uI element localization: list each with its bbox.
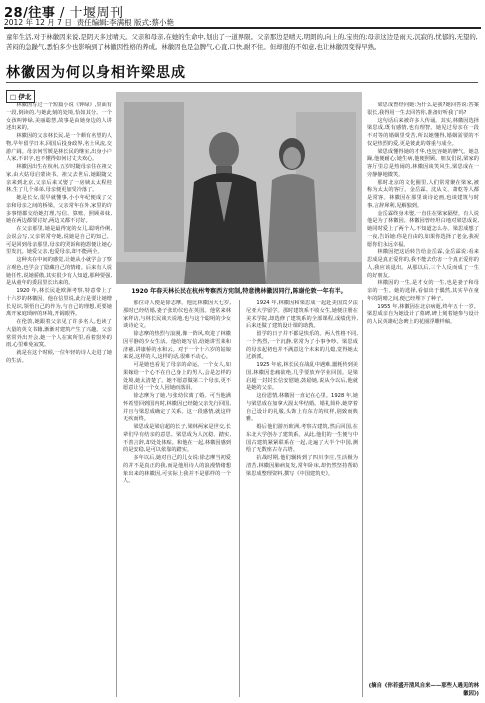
section-name: 往事 [28,6,56,21]
paragraph: 梁思成曾经问她:为什么是我?她回答说:答案很长,我得用一生去回答你,准备好听我了吗? [367,102,479,116]
article-column-1 [6,102,112,697]
paragraph: 抗战时期,他们辗转到了四川李庄,生活极为清苦,林徽因肺病复发,常年卧床,却仍然坚持帮助梁思成整理资料,撰写《中国建筑史》。 [246,455,358,477]
article-column-2 [123,300,231,697]
column-divider [116,300,117,697]
article-title: 林徽因为何以身相许梁思成 [6,65,186,81]
paragraph: 徐志摩为了她,与张幼仪离了婚。可当他满怀希望回到国内时,林徽因已经随父亲先行回国,并且与梁思成确定了关系。这一段感情,就这样无疾而终。 [123,393,231,423]
paragraph: 留学的日子并不都是快乐的。两人性格不同,一个热烈,一个沉静,常常为了小事争吵。梁思成的母亲起初也并不满意这个未来的儿媳,觉得她太过新派。 [246,331,358,361]
issue-date: 2012 年 12 月 7 日 [4,18,72,27]
paragraph: 这份恩情,林徽因一直记在心里。1928 年,她与梁思成在加拿大渥太华结婚。婚礼简朴,她穿着自己设计的礼服,头饰上有东方的纹样,别致而典雅。 [246,393,358,423]
paragraph: 那位诗人便是徐志摩。他比林徽因大七岁,那时已经结婚,妻子张幼仪也在英国。他常来林家拜访,与林长民谈天说地,也与这个聪明的少女谈诗论文。 [123,300,231,330]
article-column-4 [367,102,479,682]
column-divider [239,300,240,697]
editor-credits: 责任编辑:李满根 版式:蔡小艳 [76,18,175,27]
publication-name: 十堰周刊 [69,6,124,21]
paragraph: 多年以后,她对自己的儿女说:徐志摩当初爱的并不是真正的我,而是他用诗人的浪漫情绪想象出来的林徽因,可实际上我并不是那样的一个人。 [123,455,231,485]
paragraph: 1925 年底,林长民在战乱中遇难,噩耗传到美国,林徽因悲痛欲绝,几乎要放弃学业回国。是梁启超一封封长信安慰她,鼓励她,说从今以后,他就是她的父亲。 [246,362,358,392]
paragraph: 1924 年,林徽因和梁思成一起赴美国宾夕法尼亚大学留学。那时建筑系不收女生,她便注册在美术学院,却选修了建筑系的全部课程,成绩优异,后来还做了建筑设计课的助教。 [246,300,358,330]
paragraph: 这种夹在中间的感觉,让她从小就学会了察言观色,也学会了隐藏自己的情绪。后来有人说她任性,说她骄傲,其实很少有人知道,那种要强,是从童年的委屈里长出来的。 [6,257,112,287]
paragraph: 金岳霖终身未娶,一直住在梁家隔壁。有人说他是为了林徽因。林徽因曾经坦白地对梁思成说,她同时爱上了两个人,不知道怎么办。梁思成想了一夜,告诉她:你是自由的,如果你选择了老金,我祝愿你们永远幸福。 [367,210,479,248]
paragraph: 在伦敦,她跟着父亲见了许多名人,也读了大量的英文书籍,渐渐对建筑产生了兴趣。父亲常常外出开会,她一个人在寓所里,看着窗外的雨,心里难免寂寞。 [6,319,112,349]
paragraph: 就是在这个时候,一位年轻的诗人走进了她的生活。 [6,350,112,364]
column-divider [362,300,363,697]
historical-portrait-photo [116,92,362,284]
paragraph: 林徽因把这话转告给金岳霖,金岳霖说:看来思成是真正爱你的,我不能去伤害一个真正爱你的人,我应该退出。从那以后,三个人反而成了一生的好朋友。 [367,249,479,279]
article-photo [116,92,362,284]
source-credit: (摘自《你若盛开清风自来——那些人遇见的林徽因》) [368,683,479,697]
paragraph: 梁思成是梁启超的长子,梁林两家是世交,长辈们早有结亲的意思。梁思成为人沉稳、踏实,不善言辞,却处处体贴。和他在一起,林徽因感到的是安稳,是可以依靠的踏实。 [123,424,231,454]
paragraph: 可是她也看见了母亲的命运。一个女人,如果嫁给一个心不在自己身上的男人,会是怎样的处境,她太清楚了。她不愿意做第二个母亲,更不愿意让另一个女人因她而落泪。 [123,362,231,392]
paragraph: 在父亲那里,她是最得宠的女儿,聪明伶俐,会说会写,父亲常常夸她,说她是自己的知己。可是回到母亲那里,母亲的哭诉和抱怨便让她心里发沉。她爱父亲,也爱母亲,却不能两全。 [6,226,112,256]
page-number: 28/ [4,6,29,21]
article-deck: 童年生活,对于林徽因来说,是阴天多过晴天。父亲和母亲,在她的生命中,划出了一道界限。父亲那边是晴天,明朗的,向上的,宝贵的;母亲这边是雨天,沉寂的,忧郁的,无望的,苦闷的急躁气,悉怕多少也影响到了林徽因性格的养成。林徽因也是急脾气,心直,口快,耐不住。但却很的不如意,也让林徽因变得早熟。 [6,33,478,51]
paragraph: 那时北京的文化圈里,人们常常聚在梁家,被称为太太的客厅。金岳霖、沈从文、萧乾等人都是常客。林徽因在那里谈诗论画,也谈建筑与时事,言辞犀利,见解独到。 [367,179,479,209]
paragraph: 她是长女,很早就懂事,小小年纪便成了父亲和母亲之间的桥梁。父亲常年在外,家里的许多事情都交给她打理,写信、算账、照顾弟妹,她在两边都要讨好,两边又都不讨好。 [6,195,112,225]
paragraph: 林徽因写过一个短篇小说《钟绿》,里面有一段,倒读的,与她此刻的处境,恰如其分。一个女孩叫钟绿,美丽聪慧,故事是由她身边的人讲述出来的。 [6,102,112,132]
paragraph: 1920 年,林长民赴欧洲考察,特意带上了十六岁的林徽因。他在信里说,此行是要让她增长见识,领悟自己的作为,与自己的理想,更要她离开家庭琐碎的环境,开阔眼界。 [6,288,112,318]
article-column-3 [246,300,358,697]
paragraph: 1955 年,林徽因在北京病逝,终年五十一岁。梁思成亲自为她设计了墓碑,碑上刻着她参与设计的人民英雄纪念碑上的花圈浮雕样稿。 [367,303,479,325]
paragraph: 梁思成懂得她的才华,也包容她的脾气。她急躁,他便耐心;她生病,他便照顾。朋友们说,梁家的客厅里总是热闹的,林徽因谈笑风生,梁思成在一旁静静地微笑。 [367,148,479,178]
paragraph: 婚后他们游历欧洲,考察古建筑,然后回国,在东北大学创办了建筑系。从此,他们的一生便与中国古建筑紧紧联系在一起,走遍了大半个中国,测绘了无数座古寺古塔。 [246,424,358,454]
page-header [4,2,481,28]
header-rule [4,27,481,29]
paragraph: 林徽因的父亲林长民,是一个颇有名望的人物,早年留学日本,回国后投身政界,名士风流,交游广阔。母亲何雪媛是林长民的继室,出身小户人家,不识字,也不懂得如何讨丈夫欢心。 [6,133,112,163]
masthead: 28/往事 / 十堰周刊 [4,6,124,21]
paragraph: 这句话后来被许多人传诵。其实,林徽因选择梁思成,既有感情,也有理智。她见过母亲在一段不对等的婚姻里受苦,所以她懂得,婚姻需要的不仅是热烈的爱,更是彼此的尊重与成全。 [367,117,479,147]
article-author: □ 伊北 [6,90,35,103]
title-rule [6,82,478,83]
paragraph: 徐志摩的热烈与浪漫,像一阵风,吹进了林徽因平静的少女生活。他给她写信,给她讲雪莱和济慈,讲康桥的水和云。对于一个十六岁的姑娘来说,这样的人,这样的话,很难不动心。 [123,331,231,361]
paragraph: 林徽因的一生,是才女的一生,也是妻子和母亲的一生。她的选择,看似出于偶然,其实早在童年的阴晴之间,便已经埋下了种子。 [367,280,479,302]
paragraph: 林徽因出生在杭州,五岁时随母亲住在祖父家,由大姑母启蒙读书。祖父去世后,她跟随父亲来到北京,父亲后来又娶了一房姨太太程桂林,生了几个弟弟,母亲便更加受冷落了。 [6,164,112,194]
photo-caption: 1920 年春天林长民在杭州考察西方宪制,特意携林徽因同行,陈谢伦敦一年有半。 [131,288,347,295]
